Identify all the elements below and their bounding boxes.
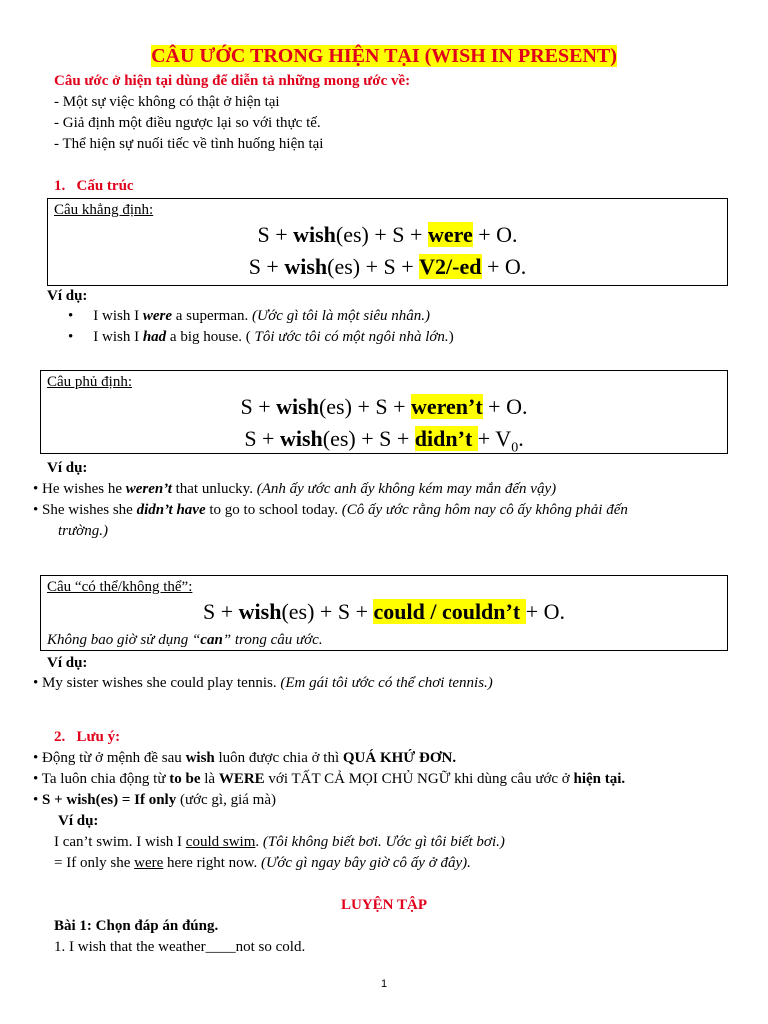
affirmative-formula: S + wish(es) + S + V2/-ed + O. bbox=[248, 254, 527, 279]
intro-item: - Thể hiện sự nuối tiếc về tình huống hiện tại bbox=[54, 136, 324, 152]
example-item: I can’t swim. I wish I could swim. (Tôi không biết bơi. Ước gì tôi biết bơi.) bbox=[54, 834, 505, 850]
negative-label: Câu phủ định: bbox=[47, 374, 132, 390]
modal-structure-box bbox=[40, 575, 728, 651]
example-item: • He wishes he weren’t that unlucky. (Anh ấy ước anh ấy không kém may mắn đến vậy) bbox=[33, 481, 557, 497]
note-item: • S + wish(es) = If only (ước gì, giá mà) bbox=[33, 792, 276, 808]
page-number: 1 bbox=[380, 978, 388, 990]
note-item: • Ta luôn chia động từ to be là WERE với TẤT CẢ MỌI CHỦ NGỮ khi dùng câu ước ở hiện tại. bbox=[33, 771, 626, 787]
intro-heading: Câu ước ở hiện tại dùng để diễn tả những mong ước về: bbox=[54, 73, 411, 89]
exercise-title: Bài 1: Chọn đáp án đúng. bbox=[54, 918, 219, 934]
practice-heading: LUYỆN TẬP bbox=[341, 897, 427, 913]
modal-label: Câu “có thể/không thể”: bbox=[47, 579, 193, 595]
affirmative-structure-box bbox=[47, 198, 728, 286]
exercise-question: 1. I wish that the weather____not so cold. bbox=[54, 939, 306, 955]
example-item: • She wishes she didn’t have to go to school today. (Cô ấy ước rằng hôm nay cô ấy không phải đến bbox=[33, 502, 628, 518]
affirmative-label: Câu khẳng định: bbox=[54, 202, 154, 218]
section-heading: 2. Lưu ý: bbox=[54, 729, 121, 745]
example-item: • I wish I were a superman. (Ước gì tôi là một siêu nhân.) bbox=[68, 308, 431, 324]
modal-formula: S + wish(es) + S + could / couldn’t + O. bbox=[203, 599, 565, 624]
negative-formula: S + wish(es) + S + didn’t + $V_0$. bbox=[244, 426, 524, 456]
example-label: Ví dụ: bbox=[47, 288, 88, 304]
example-item: = If only she were here right now. (Ước gì ngay bây giờ cô ấy ở đây). bbox=[54, 855, 471, 871]
example-item: • My sister wishes she could play tennis. (Em gái tôi ước có thể chơi tennis.) bbox=[33, 675, 493, 691]
negative-structure-box bbox=[40, 370, 728, 454]
example-item: • I wish I had a big house. ( Tôi ước tôi có một ngôi nhà lớn.) bbox=[68, 329, 454, 345]
page-title: CÂU ƯỚC TRONG HIỆN TẠI (WISH IN PRESENT) bbox=[151, 45, 617, 67]
section-heading: 1. Cấu trúc bbox=[54, 178, 134, 194]
example-label: Ví dụ: bbox=[58, 813, 99, 829]
modal-note: Không bao giờ sử dụng “can” trong câu ước. bbox=[47, 632, 323, 648]
example-label: Ví dụ: bbox=[47, 460, 88, 476]
affirmative-formula: S + wish(es) + S + were + O. bbox=[257, 222, 518, 247]
negative-formula: S + wish(es) + S + weren’t + O. bbox=[240, 394, 528, 419]
example-label: Ví dụ: bbox=[47, 655, 88, 671]
note-item: • Động từ ở mệnh đề sau wish luôn được chia ở thì QUÁ KHỨ ĐƠN. bbox=[33, 750, 457, 766]
intro-item: - Một sự việc không có thật ở hiện tại bbox=[54, 94, 280, 110]
intro-item: - Giả định một điều ngược lại so với thực tế. bbox=[54, 115, 321, 131]
example-item-continuation: trường.) bbox=[58, 523, 108, 539]
